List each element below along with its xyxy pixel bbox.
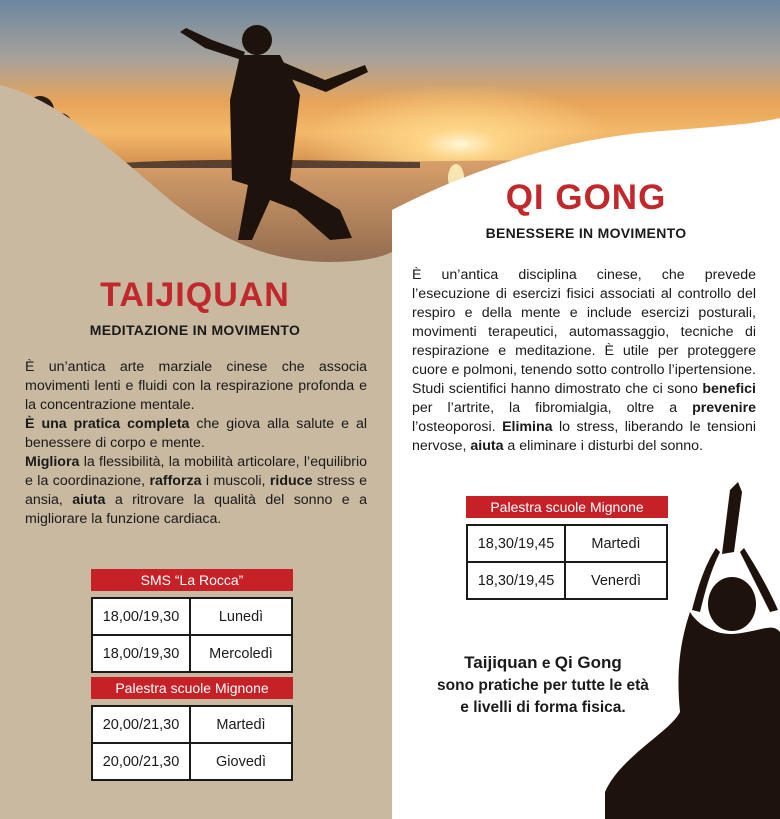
hero-sunset-image	[0, 0, 780, 300]
emphasis-text: aiuta	[470, 438, 504, 454]
body-text: È un’antica arte marziale cinese che associa movimenti lenti e fluidi con la respirazione profonda e la concentrazione mentale.	[25, 359, 367, 413]
body-text: per l’artrite, la fibromialgia, oltre a	[412, 400, 693, 416]
closing-line-1	[418, 652, 668, 675]
schedule-block	[91, 677, 293, 781]
schedule-row	[92, 743, 292, 780]
emphasis-text: Elimina	[502, 419, 553, 435]
body-text: a ritrovare la qualità del sonno e a migliorare la funzione cardiaca.	[25, 492, 367, 527]
schedule-venue: SMS “La Rocca”	[91, 569, 293, 591]
emphasis-text: benefici	[702, 381, 756, 397]
schedule-day: Venerdì	[565, 562, 667, 599]
closing-note	[418, 652, 668, 719]
closing-name-qigong: Qi Gong	[554, 653, 622, 672]
schedule-time: 20,00/21,30	[92, 743, 190, 780]
body-text: stress e ansia,	[25, 473, 368, 508]
schedule-table	[91, 597, 293, 673]
schedule-time: 18,30/19,45	[467, 525, 565, 562]
paragraph	[25, 415, 367, 453]
body-text: che giova alla salute e al benessere di corpo e mente.	[25, 416, 367, 451]
emphasis-text: riduce	[269, 473, 313, 489]
emphasis-text: aiuta	[72, 492, 106, 508]
schedule-venue: Palestra scuole Mignone	[466, 496, 668, 518]
paragraph	[412, 266, 756, 456]
schedule-table	[91, 705, 293, 781]
paragraph	[25, 358, 367, 415]
body-text: l’osteoporosi.	[412, 419, 503, 435]
schedule-venue: Palestra scuole Mignone	[91, 677, 293, 699]
body-text: È un’antica disciplina cinese, che prevede l’esecuzione di esercizi fisici associati al controllo del respiro e della mente e include esercizi posturali, movimenti terapeutici, automassaggio, tecniche di respirazione e meditazione. È utile per proteggere cuore e polmoni, tenendo sotto controllo l’ipertensione. Studi scientifici hanno dimostrato che ci sono	[412, 267, 756, 397]
body-text: la flessibilità, la mobilità articolare, l’equilibrio e la coordinazione,	[25, 454, 367, 489]
schedule-day: Martedì	[190, 706, 292, 743]
schedule-day: Martedì	[565, 525, 667, 562]
schedule-row	[92, 706, 292, 743]
closing-line-3: e livelli di forma fisica.	[460, 699, 626, 716]
schedule-time: 18,30/19,45	[467, 562, 565, 599]
qigong-description	[412, 266, 756, 456]
schedule-block	[91, 569, 293, 673]
schedule-row	[92, 635, 292, 672]
emphasis-text: rafforza	[149, 473, 202, 489]
schedule-day: Lunedì	[190, 598, 292, 635]
emphasis-text: Migliora	[25, 454, 80, 470]
paragraph	[25, 453, 367, 529]
schedule-row	[92, 598, 292, 635]
taijiquan-subtitle: MEDITAZIONE IN MOVIMENTO	[89, 322, 301, 338]
meditating-figure-silhouette	[600, 482, 780, 819]
closing-name-taijiquan: Taijiquan	[464, 653, 538, 672]
body-text: i muscoli,	[201, 473, 270, 489]
schedule-day: Mercoledì	[190, 635, 292, 672]
emphasis-text: È una pratica completa	[25, 416, 190, 432]
schedule-time: 20,00/21,30	[92, 706, 190, 743]
taijiquan-title: TAIJIQUAN	[100, 276, 290, 314]
schedule-time: 18,00/19,30	[92, 635, 190, 672]
body-text: lo stress, liberando le tensioni nervose,	[412, 419, 756, 454]
taijiquan-description	[25, 358, 367, 529]
qigong-title: QI GONG	[505, 178, 667, 217]
emphasis-text: prevenire	[692, 400, 756, 416]
schedule-day: Giovedì	[190, 743, 292, 780]
schedule-time: 18,00/19,30	[92, 598, 190, 635]
qigong-subtitle: BENESSERE IN MOVIMENTO	[485, 225, 687, 241]
closing-line-2: sono pratiche per tutte le età	[437, 677, 649, 694]
body-text: a eliminare i disturbi del sonno.	[503, 438, 704, 454]
closing-conjunction: e	[537, 655, 555, 672]
